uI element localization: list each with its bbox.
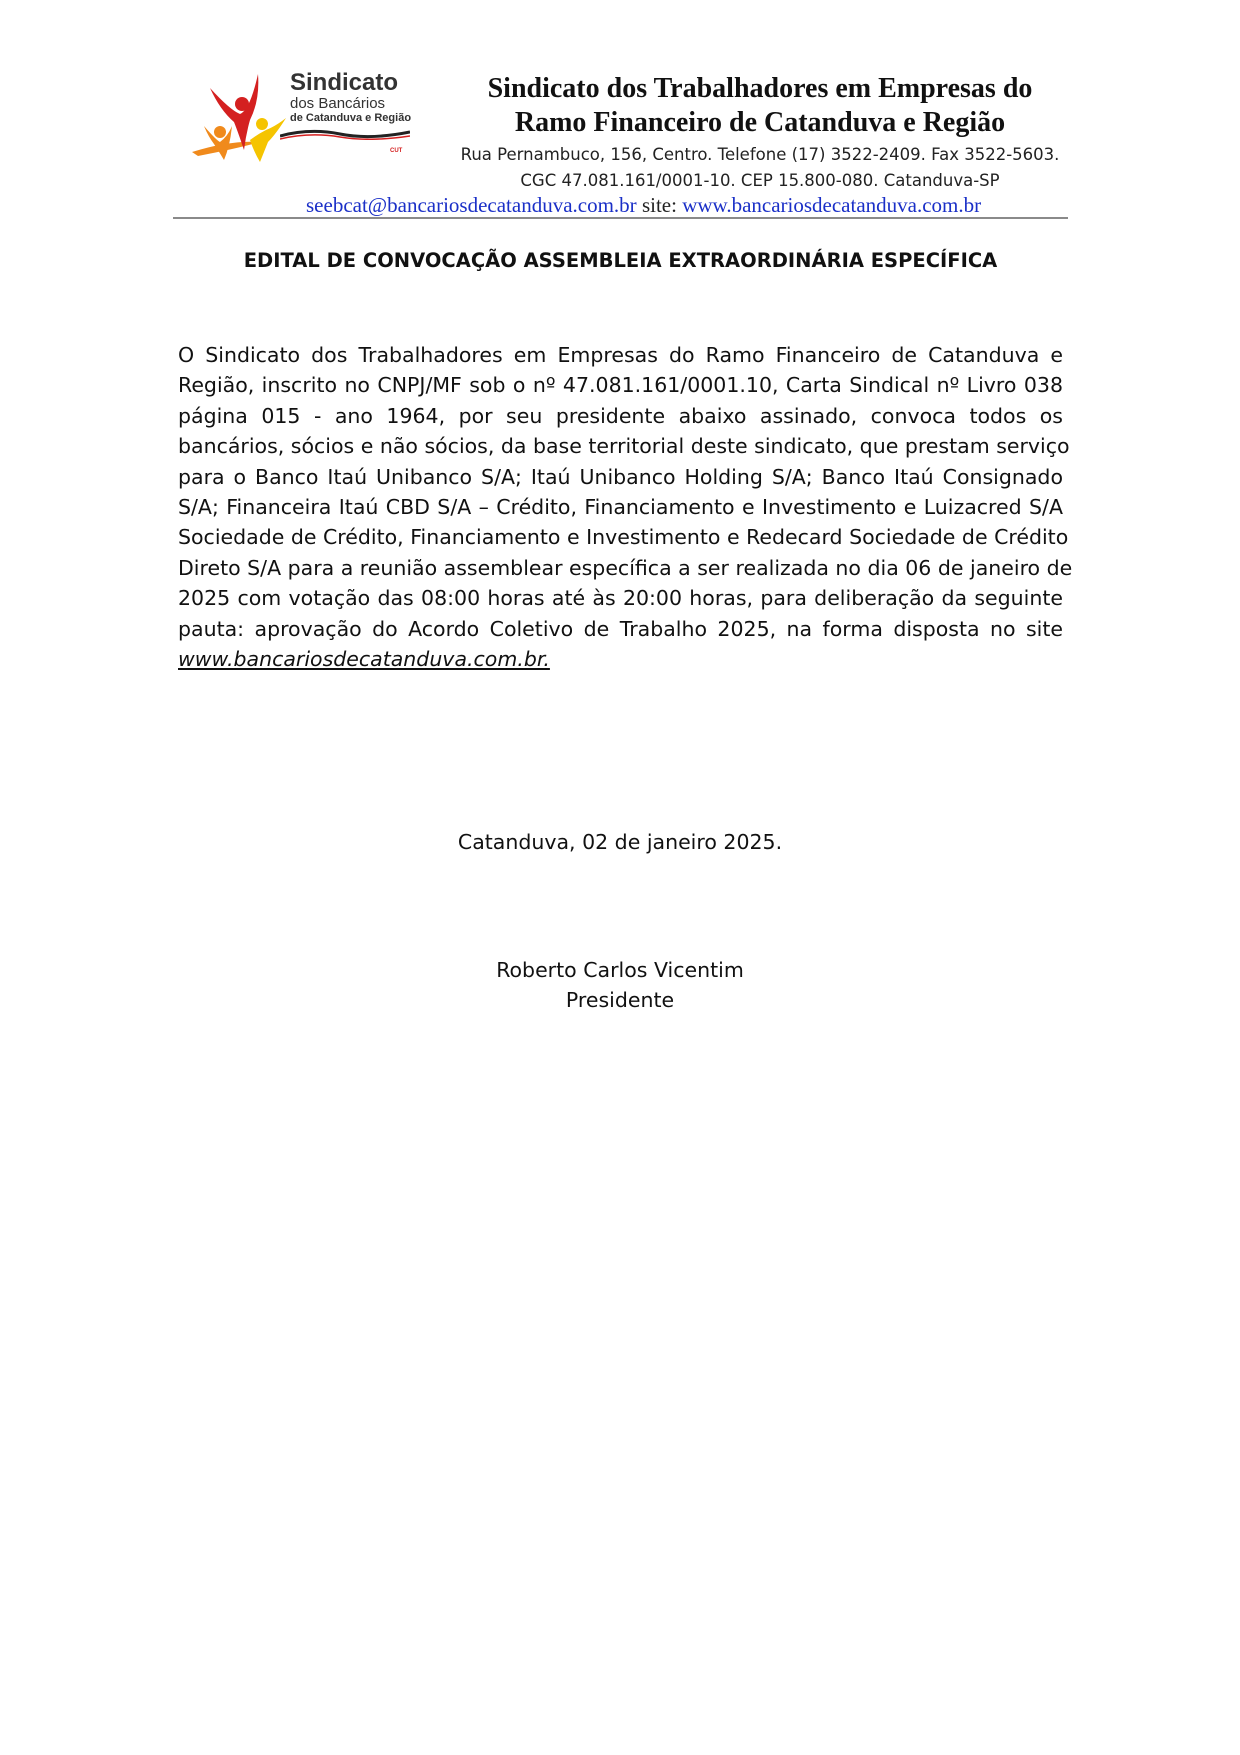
org-title-line-2: Ramo Financeiro de Catanduva e Região (514, 107, 1006, 138)
union-logo (190, 66, 430, 176)
body-line: Direto S/A para a reunião assemblear específica a ser realizada no dia 06 de janeiro de (178, 555, 1073, 580)
signatory-role: Presidente (565, 988, 675, 1012)
org-title-line-1: Sindicato dos Trabalhadores em Empresas do (487, 73, 1033, 104)
site-link[interactable]: www.bancariosdecatanduva.com.br (682, 193, 982, 217)
body-line: Região, inscrito no CNPJ/MF sob o nº 47.081.161/0001.10, Carta Sindical nº Livro 038 (178, 373, 1063, 398)
body-line: S/A; Financeira Itaú CBD S/A – Crédito, Financiamento e Investimento e Luizacred S/A (178, 495, 1063, 520)
body-site-link[interactable]: www.bancariosdecatanduva.com.br. (178, 647, 550, 672)
logo-figures-icon (190, 70, 300, 170)
body-line-link (178, 644, 1063, 674)
logo-region: de Catanduva e Região (290, 112, 412, 124)
document-title: EDITAL DE CONVOCAÇÃO ASSEMBLEIA EXTRAORDINÁRIA ESPECÍFICA (243, 249, 998, 272)
body-line: O Sindicato dos Trabalhadores em Empresas do Ramo Financeiro de Catanduva e (178, 343, 1063, 367)
site-label: site: (641, 193, 677, 217)
body-line: bancários, sócios e não sócios, da base territorial deste sindicato, que prestam serviço (178, 434, 1070, 459)
logo-wordmark (290, 70, 411, 125)
place-and-date: Catanduva, 02 de janeiro 2025. (457, 830, 783, 854)
body-line: pauta: aprovação do Acordo Coletivo de Trabalho 2025, na forma disposta no site (178, 616, 1063, 641)
email-link[interactable]: seebcat@bancariosdecatanduva.com.br (306, 193, 637, 217)
organization-address (440, 142, 1080, 194)
signatory-name: Roberto Carlos Vicentim (496, 958, 744, 982)
body-line: Sociedade de Crédito, Financiamento e Investimento e Redecard Sociedade de Crédito (178, 525, 1069, 550)
body-line: para o Banco Itaú Unibanco S/A; Itaú Unibanco Holding S/A; Banco Itaú Consignado (178, 464, 1063, 489)
body-line: 2025 com votação das 08:00 horas até às 20:00 horas, para deliberação da seguinte (178, 586, 1063, 611)
logo-wave-icon (280, 128, 410, 140)
address-line-2: CGC 47.081.161/0001-10. CEP 15.800-080. Catanduva-SP (520, 171, 1000, 190)
logo-subtitle: dos Bancários (290, 95, 386, 112)
organization-title (440, 72, 1080, 140)
logo-cut-tag: CUT (390, 148, 403, 154)
logo-name: Sindicato (290, 69, 399, 96)
body-line: página 015 - ano 1964, por seu presidente abaixo assinado, convoca todos os (178, 403, 1063, 428)
header-divider (173, 217, 1068, 219)
address-line-1: Rua Pernambuco, 156, Centro. Telefone (17) 3522-2409. Fax 3522-5603. (460, 145, 1060, 164)
convocation-body (178, 340, 1073, 674)
contact-line (306, 193, 981, 218)
